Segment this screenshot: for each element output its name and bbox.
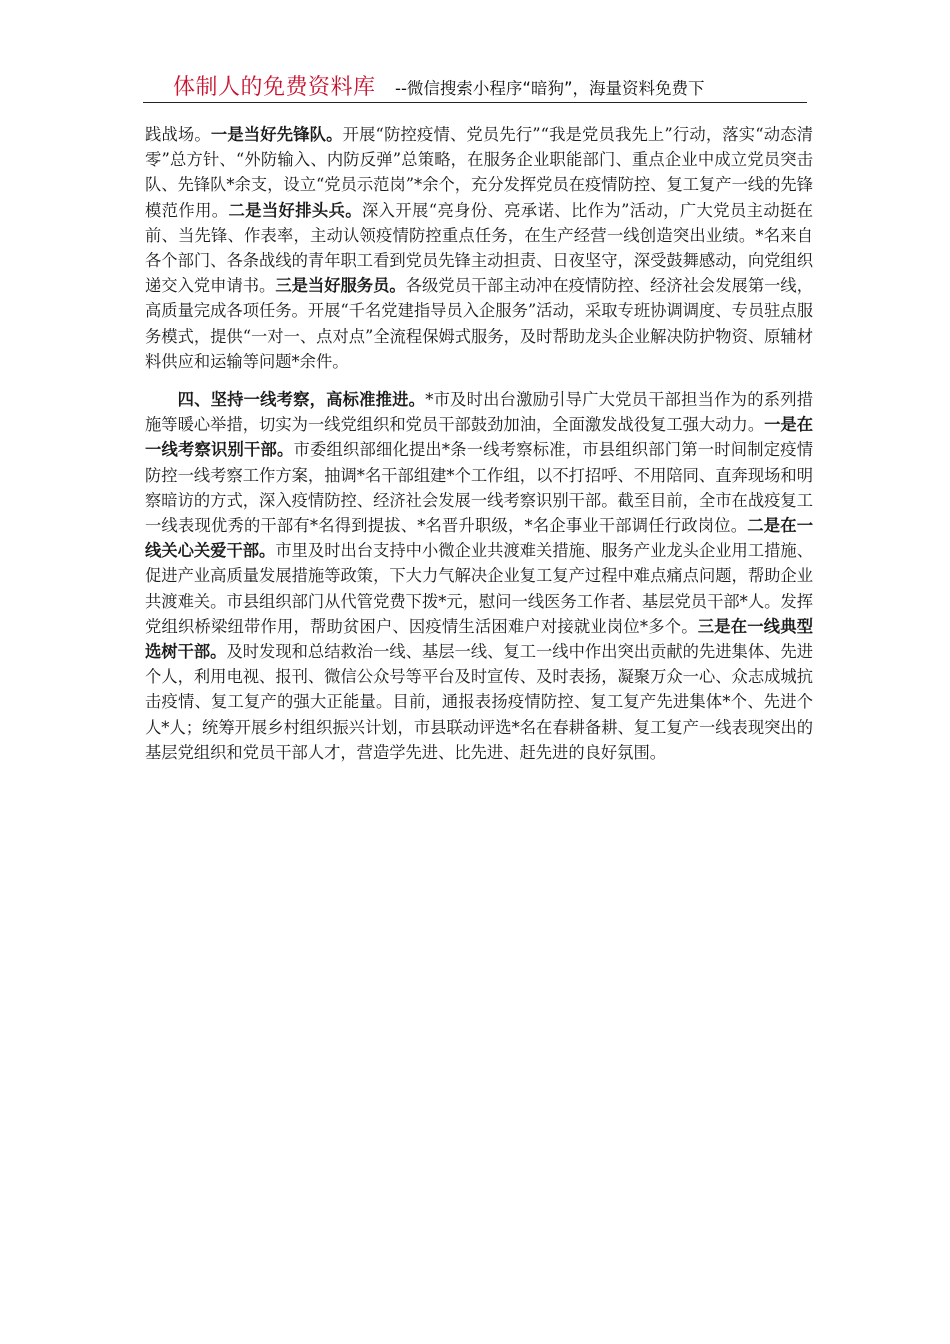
paragraph-2-text-4: 及时发现和总结救治一线、基层一线、复工一线中作出突出贡献的先进集体、先进个人，利用电视、报刊、微信公众号等平台及时宣传、及时表扬，凝聚万众一心、众志成城抗击疫情、复工复产的强大正能量。目前，通报表扬疫情防控、复工复产先进集体*个、先进个人*人；统筹开展乡村组织振兴计划，市县联动评选*名在春耕备耕、复工复产一线表现突出的基层党组织和党员干部人才，营造学先进、比先进、赶先进的良好氛围。 (145, 642, 813, 762)
paragraph-1-text-2: 开展“防控疫情、党员先行”“我是党员我先上”行动，落实“动态清零”总方针、“外防输入、内防反弹”总策略，在服务企业职能部门、重点企业中成立党员突击队、先锋队*余支，设立“党员示范岗”*余个，充分发挥党员在疫情防控、复工复产一线的先锋模范作用。 (145, 125, 813, 220)
paragraph-2-text-2: 市委组织部细化提出*条一线考察标准，市县组织部门第一时间制定疫情防控一线考察工作方案，抽调*名干部组建*个工作组，以不打招呼、不用陪同、直奔现场和明察暗访的方式，深入疫情防控、经济社会发展一线考察识别干部。截至目前，全市在战疫复工一线表现优秀的干部有*名得到提拔、*名晋升职级，*名企事业干部调任行政岗位。 (145, 440, 813, 536)
point-3-heading: 三是在一线典型选树干部。 (145, 616, 813, 662)
point-3-heading: 三是当好服务员。 (275, 276, 406, 296)
point-2-heading: 二是当好排头兵。 (228, 200, 362, 220)
point-1-heading: 一是当好先锋队。 (210, 125, 343, 144)
paragraph-1-text-3: 深入开展“亮身份、亮承诺、比作为”活动，广大党员主动挺在前、当先锋、作表率，主动认领疫情防控重点任务，在生产经营一线创造突出业绩。*名来自各个部门、各条战线的青年职工看到党员先锋主动担责、日夜坚守，深受鼓舞感动，向党组织递交入党申请书。 (145, 200, 813, 296)
header-tagline: --微信搜索小程序“暗狗”，海量资料免费下 (395, 79, 705, 98)
paragraph-2 (145, 387, 813, 765)
document-body (145, 122, 813, 765)
header-brand: 体制人的免费资料库 (173, 75, 376, 100)
point-1-heading: 一是在一线考察识别干部。 (145, 415, 813, 460)
paragraph-1-text-4: 各级党员干部主动冲在疫情防控、经济社会发展第一线，高质量完成各项任务。开展“千名党建指导员入企服务”活动，采取专班协调调度、专员驻点服务模式，提供“一对一、点对点”全流程保姆式服务，及时帮助龙头企业解决防护物资、原辅材料供应和运输等问题*余件。 (145, 276, 813, 371)
page-header (143, 68, 807, 103)
paragraph-2-text-1: *市及时出台激励引导广大党员干部担当作为的系列措施等暖心举措，切实为一线党组织和党员干部鼓劲加油，全面激发战役复工强大动力。 (145, 390, 813, 435)
point-2-heading: 二是在一线关心关爱干部。 (145, 516, 813, 561)
paragraph-1 (145, 122, 813, 374)
paragraph-2-text-3: 市里及时出台支持中小微企业共渡难关措施、服务产业龙头企业用工措施、促进产业高质量发展措施等政策，下大力气解决企业复工复产过程中难点痛点问题，帮助企业共渡难关。市县组织部门从代管党费下拨*元，慰问一线医务工作者、基层党员干部*人。发挥党组织桥梁纽带作用，帮助贫困户、因疫情生活困难户对接就业岗位*多个。 (145, 541, 813, 636)
paragraph-1-text-1: 践战场。 (145, 125, 211, 144)
section-4-heading: 四、坚持一线考察，高标准推进。 (177, 390, 426, 410)
